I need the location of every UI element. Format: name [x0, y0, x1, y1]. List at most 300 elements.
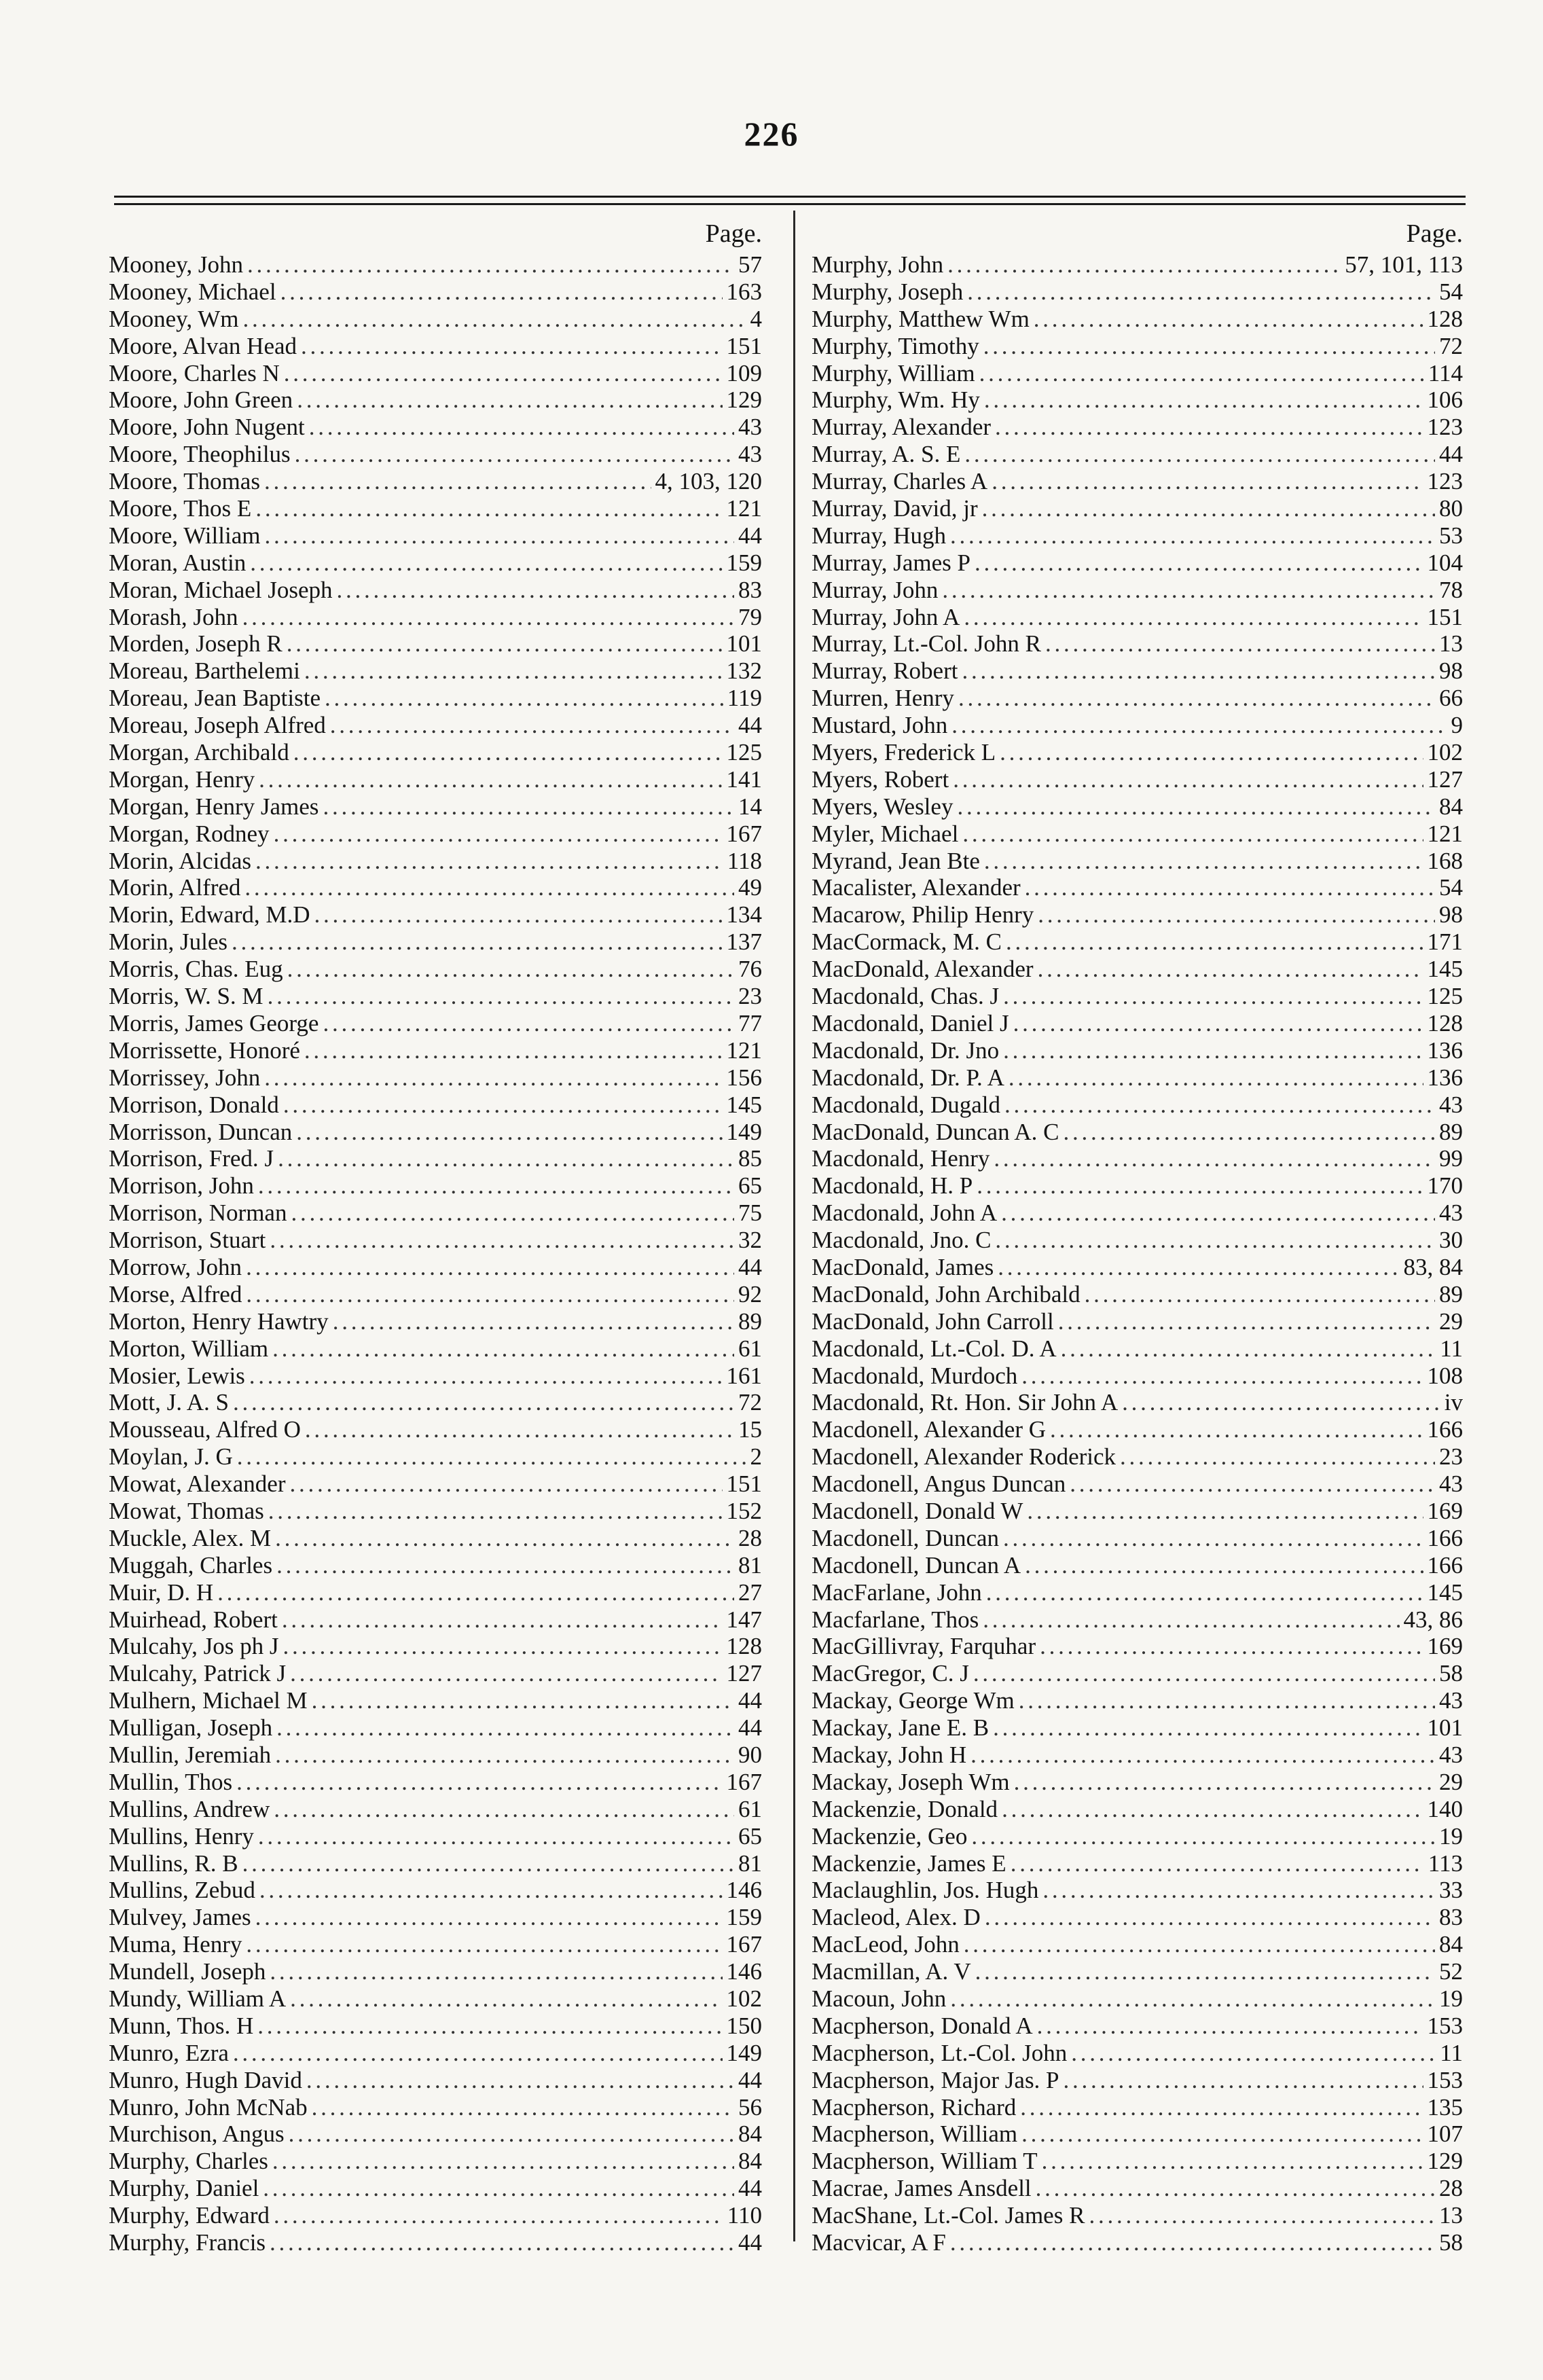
dot-leader: [242, 604, 734, 631]
dot-leader: [293, 739, 723, 766]
entry-pages: 159: [726, 1904, 762, 1931]
index-entry: [812, 928, 1467, 956]
dot-leader: [242, 1850, 734, 1877]
entry-pages: 152: [726, 1497, 762, 1524]
dot-leader: [1004, 1092, 1435, 1119]
index-entry: [812, 1877, 1467, 1904]
entry-name: Moore, Thomas: [109, 468, 260, 495]
entry-name: Murphy, Wm. Hy: [812, 386, 980, 414]
entry-name: Myler, Michael: [812, 820, 959, 847]
index-entry: [812, 1064, 1467, 1092]
index-entry: [812, 739, 1467, 766]
dot-leader: [1003, 1525, 1423, 1552]
entry-pages: 92: [738, 1280, 762, 1308]
index-entry: [812, 1660, 1467, 1687]
entry-pages: 44: [738, 2175, 762, 2202]
entry-pages: 121: [726, 1036, 762, 1064]
entry-pages: 99: [1439, 1145, 1463, 1172]
entry-name: Macdonald, Lt.-Col. D. A: [812, 1335, 1057, 1362]
index-entry: [812, 1200, 1467, 1227]
entry-name: Moore, Alvan Head: [109, 332, 297, 359]
index-entry: [812, 1606, 1467, 1634]
index-entry: [812, 657, 1467, 685]
index-entry: [109, 1877, 766, 1904]
dot-leader: [1021, 1363, 1423, 1390]
dot-leader: [264, 1064, 722, 1092]
entry-pages: 134: [726, 901, 762, 928]
dot-leader: [1003, 983, 1423, 1010]
index-entry: [812, 1579, 1467, 1606]
index-entry: [812, 2094, 1467, 2121]
entry-pages: 54: [1439, 874, 1463, 901]
index-entry: [812, 1904, 1467, 1931]
entry-pages: 108: [1427, 1362, 1463, 1389]
entry-name: Murphy, Francis: [109, 2229, 266, 2256]
index-entry: [109, 1985, 766, 2013]
entry-pages: 84: [1439, 1931, 1463, 1958]
entry-name: Macfarlane, Thos: [812, 1606, 979, 1633]
dot-leader: [247, 251, 734, 278]
dot-leader: [962, 821, 1423, 848]
dot-leader: [243, 306, 746, 333]
dot-leader: [290, 1985, 722, 2013]
entry-pages: 44: [738, 1687, 762, 1714]
dot-leader: [278, 1145, 734, 1172]
entry-name: Murray, Alexander: [812, 414, 992, 441]
entry-pages: 153: [1427, 2066, 1463, 2093]
dot-leader: [984, 386, 1423, 414]
index-entry: [109, 1931, 766, 1958]
dot-leader: [953, 766, 1423, 793]
dot-leader: [236, 1769, 722, 1796]
entry-pages: 119: [727, 685, 762, 712]
index-entry: [109, 2013, 766, 2040]
entry-name: Macdonald, Rt. Hon. Sir John A: [812, 1389, 1119, 1416]
dot-leader: [305, 1416, 734, 1443]
dot-leader: [1064, 1119, 1435, 1146]
dot-leader: [255, 848, 723, 875]
index-entry: [109, 2094, 766, 2121]
entry-name: Murray, Robert: [812, 657, 958, 685]
entry-pages: 90: [738, 1741, 762, 1768]
entry-pages: 166: [1427, 1551, 1463, 1579]
dot-leader: [942, 577, 1435, 604]
entry-pages: 66: [1439, 685, 1463, 712]
entry-name: Murphy, Timothy: [812, 332, 979, 359]
entry-name: Murray, James P: [812, 549, 970, 576]
entry-pages: 83: [738, 576, 762, 603]
dot-leader: [947, 251, 1341, 278]
dot-leader: [274, 821, 723, 848]
entry-name: Morrissette, Honoré: [109, 1036, 300, 1064]
entry-name: Macoun, John: [812, 1985, 947, 2012]
index-entry: [109, 1498, 766, 1525]
dot-leader: [957, 793, 1435, 821]
dot-leader: [985, 1904, 1435, 1931]
index-entry: [812, 2148, 1467, 2175]
entry-name: Mousseau, Alfred O: [109, 1416, 301, 1443]
entry-pages: 33: [1439, 1877, 1463, 1904]
dot-leader: [995, 414, 1423, 441]
index-entry: [812, 766, 1467, 793]
dot-leader: [330, 712, 734, 739]
entry-name: Mackay, Joseph Wm: [812, 1768, 1010, 1795]
index-entry: [812, 1443, 1467, 1471]
entry-name: Macpherson, William T: [812, 2148, 1038, 2175]
entry-pages: 2: [750, 1443, 762, 1471]
entry-pages: 89: [738, 1308, 762, 1335]
entry-name: Mustard, John: [812, 712, 948, 739]
dot-leader: [263, 2175, 734, 2202]
entry-pages: 81: [738, 1850, 762, 1877]
dot-leader: [1013, 1010, 1423, 1037]
entry-name: Morrison, Donald: [109, 1091, 279, 1118]
dot-leader: [1045, 630, 1435, 657]
dot-leader: [977, 1172, 1423, 1200]
index-entry: [812, 1119, 1467, 1146]
entry-name: MacLeod, John: [812, 1931, 960, 1958]
index-entry: [109, 1552, 766, 1579]
entry-pages: 85: [738, 1145, 762, 1172]
index-entry: [109, 821, 766, 848]
dot-leader: [325, 685, 723, 712]
dot-leader: [1001, 1200, 1435, 1227]
index-entry: [812, 630, 1467, 657]
entry-pages: 19: [1439, 1985, 1463, 2012]
dot-leader: [268, 1498, 723, 1525]
entry-pages: 27: [738, 1579, 762, 1606]
entry-name: Murphy, Edward: [109, 2202, 270, 2229]
index-entry: [109, 2229, 766, 2256]
entry-name: Murphy, Joseph: [812, 278, 964, 305]
entry-pages: 19: [1439, 1822, 1463, 1850]
entry-name: Macdonald, Dugald: [812, 1091, 1000, 1118]
entry-name: Moore, Theophilus: [109, 441, 291, 468]
dot-leader: [1120, 1443, 1435, 1471]
dot-leader: [982, 495, 1435, 522]
entry-pages: 109: [726, 359, 762, 386]
index-entry: [812, 1525, 1467, 1552]
entry-pages: 14: [738, 793, 762, 820]
index-entry: [109, 386, 766, 414]
index-entry: [812, 983, 1467, 1010]
index-entry: [812, 1389, 1467, 1416]
dot-leader: [333, 1308, 734, 1335]
entry-pages: 102: [1427, 739, 1463, 766]
entry-name: Macdonell, Alexander G: [812, 1416, 1047, 1443]
index-entry: [812, 278, 1467, 306]
entry-pages: 141: [726, 765, 762, 793]
entry-name: Murphy, Charles: [109, 2148, 268, 2175]
entry-name: Munro, Ezra: [109, 2039, 229, 2066]
dot-leader: [973, 1660, 1435, 1687]
entry-pages: 43, 86: [1403, 1606, 1463, 1633]
entry-name: Morrison, Norman: [109, 1200, 287, 1227]
index-entry: [109, 577, 766, 604]
index-entry: [812, 2121, 1467, 2148]
entry-name: Morin, Edward, M.D: [109, 901, 310, 928]
index-entry: [109, 333, 766, 360]
dot-leader: [337, 577, 734, 604]
index-entry: [812, 2013, 1467, 2040]
index-entry: [109, 1579, 766, 1606]
index-entry: [109, 1633, 766, 1660]
entry-pages: 80: [1439, 495, 1463, 522]
right-column: [812, 216, 1467, 2256]
entry-name: Moran, Michael Joseph: [109, 576, 333, 603]
entry-pages: 30: [1439, 1227, 1463, 1254]
entry-pages: 98: [1439, 901, 1463, 928]
dot-leader: [289, 1471, 722, 1498]
entry-name: Munro, Hugh David: [109, 2066, 302, 2093]
index-entry: [812, 1335, 1467, 1363]
entry-pages: 44: [738, 712, 762, 739]
dot-leader: [964, 604, 1423, 631]
entry-pages: 145: [1427, 1579, 1463, 1606]
dot-leader: [1037, 2013, 1423, 2040]
entry-name: MacDonald, Alexander: [812, 956, 1034, 983]
dot-leader: [270, 2229, 734, 2256]
dot-leader: [951, 712, 1447, 739]
index-entry: [812, 414, 1467, 441]
index-entry: [812, 1037, 1467, 1064]
index-entry: [109, 793, 766, 821]
index-entry: [812, 549, 1467, 577]
dot-leader: [255, 495, 722, 522]
dot-leader: [1009, 1064, 1423, 1092]
entry-name: Macdonald, Dr. P. A: [812, 1064, 1004, 1091]
dot-leader: [983, 333, 1435, 360]
entry-pages: 29: [1439, 1308, 1463, 1335]
dot-leader: [979, 360, 1424, 387]
left-column: [109, 216, 766, 2256]
entry-pages: 44: [738, 1253, 762, 1280]
dot-leader: [1000, 739, 1423, 766]
dot-leader: [983, 1606, 1399, 1634]
entry-pages: 166: [1427, 1524, 1463, 1551]
entry-name: Macdonald, Murdoch: [812, 1362, 1018, 1389]
index-entry: [812, 333, 1467, 360]
dot-leader: [1020, 2094, 1423, 2121]
index-entry: [812, 1714, 1467, 1742]
index-entry: [109, 928, 766, 956]
entry-name: Myers, Wesley: [812, 793, 954, 820]
entry-name: Mosier, Lewis: [109, 1362, 245, 1389]
index-entry: [812, 1552, 1467, 1579]
entry-pages: 9: [1451, 712, 1463, 739]
entry-pages: 43: [1439, 1091, 1463, 1118]
dot-leader: [1042, 2148, 1423, 2175]
entry-name: Mackay, John H: [812, 1741, 967, 1768]
dot-leader: [1064, 2067, 1423, 2094]
entry-pages: 169: [1427, 1497, 1463, 1524]
dot-leader: [950, 1985, 1435, 2013]
entry-pages: 13: [1439, 630, 1463, 657]
index-entry: [109, 522, 766, 549]
entry-pages: 128: [1427, 305, 1463, 332]
entry-pages: 76: [738, 956, 762, 983]
entry-name: Murray, Lt.-Col. John R: [812, 630, 1041, 657]
dot-leader: [232, 928, 723, 956]
index-entry: [109, 1064, 766, 1092]
entry-pages: 4, 103, 120: [655, 468, 762, 495]
dot-leader: [233, 1389, 734, 1416]
entry-pages: 43: [1439, 1687, 1463, 1714]
index-entry: [109, 766, 766, 793]
entry-name: Morgan, Henry: [109, 765, 255, 793]
dot-leader: [995, 1227, 1435, 1254]
dot-leader: [217, 1579, 734, 1606]
entry-name: Moore, Thos E: [109, 495, 252, 522]
index-entry: [109, 956, 766, 983]
index-entry: [109, 1145, 766, 1172]
index-entry: [109, 251, 766, 278]
entry-pages: 113: [1428, 1850, 1463, 1877]
index-entry: [109, 685, 766, 712]
index-entry: [812, 251, 1467, 278]
dot-leader: [276, 1714, 734, 1742]
dot-leader: [1019, 1687, 1435, 1714]
entry-pages: 110: [727, 2202, 762, 2229]
entry-name: Morton, William: [109, 1335, 269, 1362]
entry-pages: 156: [726, 1064, 762, 1091]
entry-name: Morin, Alfred: [109, 874, 241, 901]
entry-name: Macdonell, Angus Duncan: [812, 1471, 1066, 1498]
index-entry: [109, 1227, 766, 1254]
index-entry: [812, 874, 1467, 901]
dot-leader: [964, 441, 1435, 468]
entry-pages: 65: [738, 1822, 762, 1850]
entry-name: Mulvey, James: [109, 1904, 251, 1931]
index-entry: [109, 874, 766, 901]
entry-pages: 136: [1427, 1064, 1463, 1091]
dot-leader: [270, 1958, 722, 1985]
dot-leader: [975, 549, 1423, 577]
dot-leader: [237, 1443, 746, 1471]
entry-pages: 28: [1439, 2175, 1463, 2202]
entry-name: MacShane, Lt.-Col. James R: [812, 2202, 1085, 2229]
entry-name: Macvicar, A F: [812, 2229, 946, 2256]
dot-leader: [1006, 928, 1423, 956]
entry-name: Munn, Thos. H: [109, 2012, 254, 2039]
entry-pages: 170: [1427, 1172, 1463, 1200]
left-index-list: [109, 251, 766, 2256]
entry-pages: 167: [726, 1931, 762, 1958]
dot-leader: [984, 848, 1423, 875]
entry-name: MacDonald, James: [812, 1253, 994, 1280]
entry-pages: 167: [726, 1768, 762, 1795]
index-entry: [109, 495, 766, 522]
dot-leader: [275, 1525, 734, 1552]
entry-name: Morrissey, John: [109, 1064, 261, 1091]
entry-name: Macdonald, Daniel J: [812, 1009, 1009, 1036]
dot-leader: [275, 1742, 734, 1769]
index-entry: [109, 2040, 766, 2067]
index-entry: [812, 848, 1467, 875]
index-entry: [812, 1092, 1467, 1119]
entry-name: Murphy, William: [812, 359, 975, 386]
index-entry: [812, 1416, 1467, 1443]
dot-leader: [259, 766, 722, 793]
dot-leader: [250, 549, 722, 577]
index-entry: [109, 306, 766, 333]
index-entry: [812, 1958, 1467, 1985]
entry-name: Mooney, Michael: [109, 278, 276, 305]
index-entry: [812, 1172, 1467, 1200]
entry-name: Morse, Alfred: [109, 1280, 242, 1308]
index-entry: [812, 577, 1467, 604]
entry-pages: 123: [1427, 468, 1463, 495]
entry-pages: 11: [1440, 2039, 1463, 2066]
dot-leader: [1027, 1498, 1423, 1525]
index-entry: [812, 360, 1467, 387]
dot-leader: [306, 2067, 734, 2094]
entry-pages: 137: [726, 928, 762, 956]
index-entry: [109, 1525, 766, 1552]
dot-leader: [268, 983, 734, 1010]
dot-leader: [1040, 1633, 1423, 1660]
entry-pages: 61: [738, 1335, 762, 1362]
dot-leader: [967, 278, 1435, 306]
entry-name: Murphy, Daniel: [109, 2175, 259, 2202]
entry-name: MacCormack, M. C: [812, 928, 1002, 956]
entry-name: Moore, William: [109, 522, 261, 549]
entry-name: Morrison, John: [109, 1172, 254, 1200]
entry-pages: 153: [1427, 2012, 1463, 2039]
dot-leader: [992, 468, 1423, 495]
index-entry: [109, 441, 766, 468]
entry-name: Muir, D. H: [109, 1579, 214, 1606]
index-entry: [812, 1363, 1467, 1390]
entry-name: Moore, John Green: [109, 386, 293, 414]
entry-name: Macdonell, Alexander Roderick: [812, 1443, 1117, 1471]
entry-pages: 84: [738, 2121, 762, 2148]
entry-pages: 44: [738, 522, 762, 549]
entry-pages: 140: [1427, 1795, 1463, 1822]
entry-name: Morash, John: [109, 603, 238, 630]
dot-leader: [276, 1552, 734, 1579]
index-entry: [109, 739, 766, 766]
dot-leader: [970, 1742, 1435, 1769]
dot-leader: [994, 1145, 1435, 1172]
entry-name: Mulhern, Michael M: [109, 1687, 308, 1714]
entry-pages: 101: [1427, 1714, 1463, 1742]
entry-pages: 125: [1427, 983, 1463, 1010]
dot-leader: [296, 1119, 722, 1146]
entry-name: Muirhead, Robert: [109, 1606, 278, 1633]
entry-name: Macpherson, Donald A: [812, 2012, 1033, 2039]
entry-name: Maclaughlin, Jos. Hugh: [812, 1877, 1039, 1904]
dot-leader: [1021, 2121, 1423, 2148]
index-entry: [109, 1714, 766, 1742]
index-entry: [109, 2148, 766, 2175]
dot-leader: [312, 1687, 734, 1714]
dot-leader: [1002, 1796, 1423, 1823]
index-entry: [109, 414, 766, 441]
dot-leader: [272, 2148, 734, 2175]
dot-leader: [986, 1579, 1423, 1606]
index-entry: [109, 1119, 766, 1146]
dot-leader: [309, 414, 734, 441]
entry-name: Morris, James George: [109, 1009, 319, 1036]
entry-name: Morin, Jules: [109, 928, 228, 956]
dot-leader: [258, 1172, 734, 1200]
dot-leader: [1085, 1281, 1435, 1308]
entry-pages: 104: [1427, 549, 1463, 576]
entry-name: Macmillan, A. V: [812, 1958, 971, 1985]
index-entry: [812, 1931, 1467, 1958]
entry-pages: 121: [1427, 820, 1463, 847]
